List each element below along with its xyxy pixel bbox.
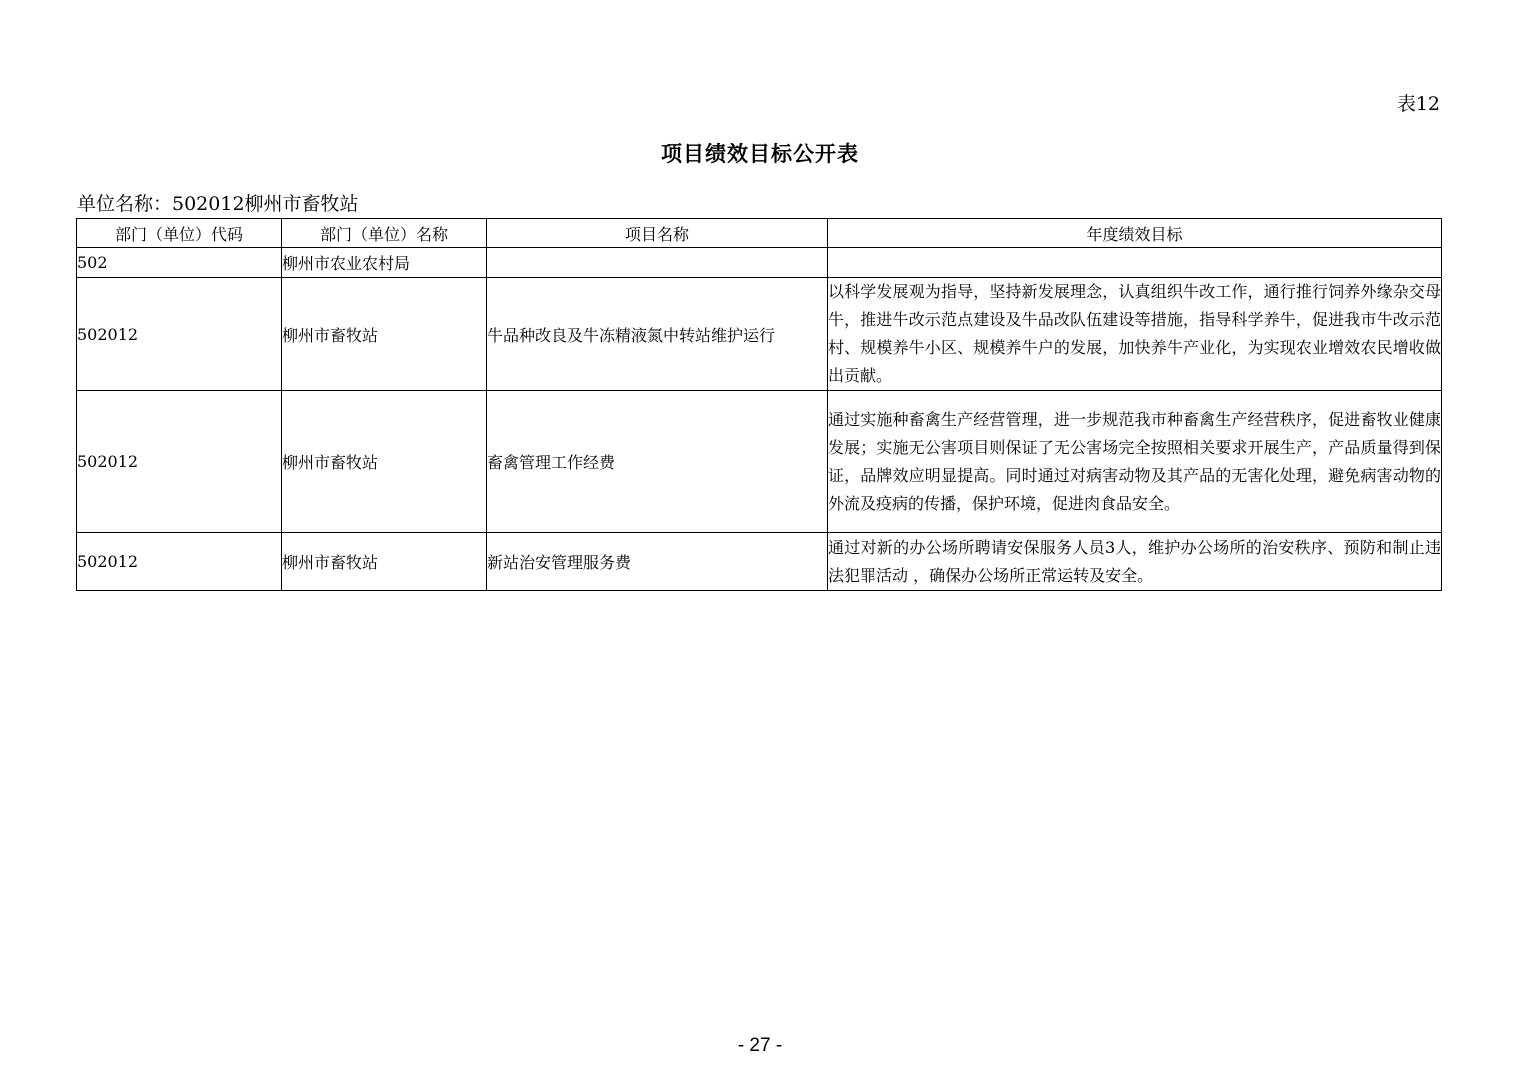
cell-project [487, 248, 828, 278]
cell-code: 502012 [77, 278, 282, 391]
cell-goal [828, 248, 1442, 278]
performance-goals-table [76, 218, 1442, 591]
cell-dept: 柳州市农业农村局 [282, 248, 487, 278]
cell-project: 牛品种改良及牛冻精液氮中转站维护运行 [487, 278, 828, 391]
table-row [77, 391, 1442, 533]
table-number: 表12 [1396, 93, 1440, 115]
unit-name-line: 单位名称：502012柳州市畜牧站 [77, 193, 359, 215]
page-title: 项目绩效目标公开表 [661, 141, 859, 166]
cell-dept: 柳州市畜牧站 [282, 533, 487, 591]
cell-goal: 通过实施种畜禽生产经营管理，进一步规范我市种畜禽生产经营秩序，促进畜牧业健康发展；实施无公害项目则保证了无公害场完全按照相关要求开展生产，产品质量得到保证，品牌效应明显提高。同时通过对病害动物及其产品的无害化处理，避免病害动物的外流及疫病的传播，保护环境，促进肉食品安全。 [828, 391, 1442, 533]
cell-code: 502012 [77, 391, 282, 533]
cell-dept: 柳州市畜牧站 [282, 391, 487, 533]
cell-project: 新站治安管理服务费 [487, 533, 828, 591]
page-number: - 27 - [737, 1035, 783, 1056]
cell-dept: 柳州市畜牧站 [282, 278, 487, 391]
table-row [77, 248, 1442, 278]
column-header-code: 部门（单位）代码 [77, 219, 282, 248]
cell-project: 畜禽管理工作经费 [487, 391, 828, 533]
cell-code: 502 [77, 248, 282, 278]
cell-goal: 通过对新的办公场所聘请安保服务人员3人，维护办公场所的治安秩序、预防和制止违法犯罪活动 ，确保办公场所正常运转及安全。 [828, 533, 1442, 591]
table-header-row [77, 219, 1442, 248]
column-header-project: 项目名称 [487, 219, 828, 248]
table-row [77, 278, 1442, 391]
column-header-goal: 年度绩效目标 [828, 219, 1442, 248]
table-row [77, 533, 1442, 591]
cell-goal: 以科学发展观为指导，坚持新发展理念，认真组织牛改工作，通行推行饲养外缘杂交母牛，推进牛改示范点建设及牛品改队伍建设等措施，指导科学养牛，促进我市牛改示范村、规模养牛小区、规模养牛户的发展，加快养牛产业化，为实现农业增效农民增收做出贡献。 [828, 278, 1442, 391]
column-header-dept: 部门（单位）名称 [282, 219, 487, 248]
cell-code: 502012 [77, 533, 282, 591]
